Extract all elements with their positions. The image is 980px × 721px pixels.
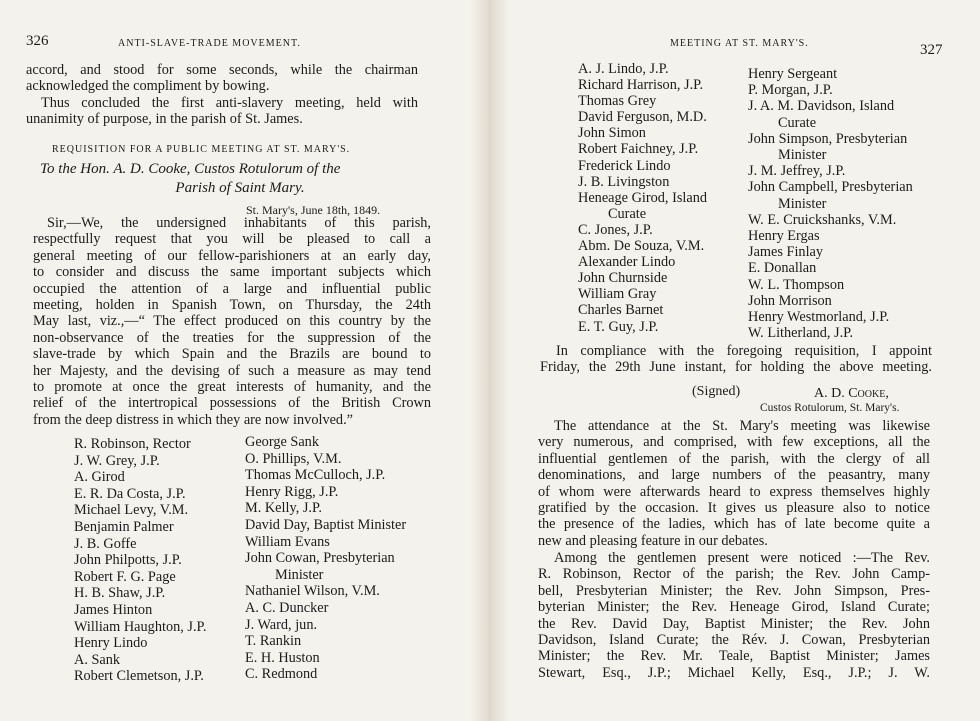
signatory: Abm. De Souza, V.M. (578, 238, 705, 255)
running-head-right: MEETING AT ST. MARY'S. (670, 38, 809, 49)
text-line: R. Robinson, Rector of the parish; the Rev. John Camp- (538, 566, 930, 583)
text-line: the Rev. David Day, Baptist Minister; the Rev. John (538, 615, 930, 632)
text-line: unanimity of purpose, in the parish of St. James. (26, 111, 303, 128)
requisition-body (33, 215, 431, 428)
signatory: William Gray (578, 286, 657, 303)
signatory: Curate (778, 114, 817, 131)
signatories-column-3 (578, 61, 707, 335)
signatory: J. B. Livingston (578, 173, 670, 190)
signatory: Minister (778, 147, 827, 164)
text-line: byterian Minister; the Rev. Heneage Girod, Island Curate; (538, 599, 930, 616)
signatory: E. Donallan (748, 260, 817, 277)
text-line: Minister; the Rev. Mr. Teale, Baptist Minister; James (538, 648, 930, 665)
text-line: very numerous, and comprised, with few exceptions, all the (538, 434, 930, 451)
book-gutter (470, 0, 510, 721)
address-line: Parish of Saint Mary. (175, 180, 305, 196)
signatory: T. Rankin (245, 633, 302, 650)
signatory: Henry Sergeant (748, 66, 838, 82)
text-line: non-observance of the treaties for the suppression of the (33, 329, 431, 346)
signatory: George Sank (245, 434, 319, 450)
signatory: Henry Lindo (74, 635, 148, 652)
signatory: O. Phillips, V.M. (245, 450, 342, 467)
signatory: John Churnside (578, 270, 668, 287)
signatory: Curate (608, 205, 647, 222)
signatory: John Simon (578, 125, 646, 142)
text-line: Among the gentlemen present were noticed :—The Rev. (554, 550, 930, 566)
signatory: J. Ward, jun. (245, 616, 318, 633)
signatory: Heneage Girod, Island (578, 189, 708, 206)
text-line: accord, and stood for some seconds, while the chairman (26, 62, 418, 78)
text-line: denominations, and large numbers of the peasantry, many (538, 467, 930, 484)
signatory: John Cowan, Presbyterian (245, 550, 395, 567)
signatory: Minister (275, 566, 324, 583)
signatory: John Morrison (748, 292, 832, 309)
text-line: to consider and discuss the same important subjects which (33, 264, 431, 281)
signatory: E. R. Da Costa, J.P. (74, 485, 186, 502)
signatory: David Ferguson, M.D. (578, 109, 707, 126)
text-line: In compliance with the foregoing requisition, I appoint (556, 343, 932, 359)
signatory: Charles Barnet (578, 302, 664, 319)
signatory: A. J. Lindo, J.P. (578, 61, 669, 77)
concluded-paragraph (26, 95, 418, 128)
text-line: respectfully request that you will be pleased to call a (33, 231, 431, 248)
signatory: P. Morgan, J.P. (748, 82, 833, 99)
signatory: James Finlay (748, 244, 824, 261)
text-line: influential gentlemen of the parish, with the clergy of all (538, 450, 930, 467)
signatories-column-1 (74, 436, 206, 685)
signed-label: (Signed) (692, 384, 741, 399)
signatory: Robert F. G. Page (74, 568, 176, 585)
signatory: Alexander Lindo (578, 254, 676, 271)
text-line: meeting, holden in Spanish Town, on Thursday, the 24th (33, 297, 431, 314)
text-line: occupied the attention of a large and influential public (33, 280, 431, 297)
signatory: E. H. Huston (245, 649, 320, 666)
page-number-left: 326 (26, 33, 49, 49)
signatory: W. E. Cruickshanks, V.M. (748, 211, 897, 228)
signatory: James Hinton (74, 601, 153, 618)
signer-name: A. D. Cooke, (814, 386, 889, 401)
signatory: W. L. Thompson (748, 276, 845, 293)
text-line: new and pleasing feature in our debates. (538, 532, 768, 549)
right-page (510, 0, 980, 721)
signatory: Frederick Lindo (578, 157, 671, 174)
signatory: Robert Faichney, J.P. (578, 141, 699, 158)
signatory: Thomas Grey (578, 93, 657, 110)
signatories-column-2 (245, 434, 406, 683)
signatory: J. M. Jeffrey, J.P. (748, 163, 846, 180)
signatory: Thomas McCulloch, J.P. (245, 467, 386, 484)
text-line: of whom were afterwards heard to express themselves highly (538, 483, 930, 500)
signatory: M. Kelly, J.P. (245, 500, 322, 517)
signatory: John Simpson, Presbyterian (748, 130, 908, 147)
running-head-left: ANTI-SLAVE-TRADE MOVEMENT. (118, 38, 301, 49)
requisition-heading: REQUISITION FOR A PUBLIC MEETING AT ST. MARY'S. (52, 144, 351, 155)
signatory: R. Robinson, Rector (74, 436, 191, 452)
signatory: A. C. Duncker (245, 599, 329, 616)
text-line: Friday, the 29th June instant, for holding the above meeting. (540, 359, 932, 376)
signatory: J. A. M. Davidson, Island (748, 98, 895, 115)
signatory: J. B. Goffe (74, 535, 137, 552)
signatory: Benjamin Palmer (74, 518, 174, 535)
text-line: bell, Presbyterian Minister; the Rev. John Simpson, Pres- (538, 582, 930, 599)
signatory: A. Sank (74, 651, 121, 668)
compliance-paragraph (540, 343, 932, 376)
text-line: from the deep distress in which they are now involved.” (33, 411, 354, 428)
left-page (0, 0, 470, 721)
text-line: Stewart, Esq., J.P.; Michael Kelly, Esq., J.P.; J. W. (538, 664, 930, 681)
text-line: Sir,—We, the undersigned inhabitants of this parish, (47, 215, 431, 231)
signatory: David Day, Baptist Minister (245, 516, 407, 533)
signatory: C. Redmond (245, 666, 318, 683)
signatory: Henry Rigg, J.P. (245, 483, 339, 500)
signatory: C. Jones, J.P. (578, 221, 653, 238)
text-line: Davidson, Island Curate; the Rév. J. Cowan, Presbyterian (538, 632, 930, 649)
text-line: general meeting of our fellow-parishioners at an early day, (33, 247, 431, 264)
signatory: Henry Westmorland, J.P. (748, 309, 890, 326)
signatories-column-4 (748, 66, 913, 341)
signatory: H. B. Shaw, J.P. (74, 585, 166, 602)
address-line: To the Hon. A. D. Cooke, Custos Rotulorum of the (40, 161, 341, 177)
text-line: The attendance at the St. Mary's meeting was likewise (554, 418, 930, 434)
text-line: her Majesty, and the devising of such a measure as may tend (33, 362, 431, 379)
signatory: Richard Harrison, J.P. (578, 77, 704, 94)
text-line: to promote at once the great interests of humanity, and the (33, 379, 431, 396)
text-line: gratified by the occasion. It gives us pleasure also to notice (538, 500, 930, 517)
text-line: acknowledged the compliment by bowing. (26, 78, 270, 95)
signatory: William Haughton, J.P. (74, 618, 207, 635)
opening-paragraph (26, 62, 418, 95)
signatory: Robert Clemetson, J.P. (74, 668, 204, 685)
signatory: John Philpotts, J.P. (74, 552, 182, 569)
signatory: Henry Ergas (748, 228, 820, 245)
text-line: relief of the intertropical possessions of the British Crown (33, 395, 431, 412)
text-line: slave-trade by which Spain and the Brazils are bound to (33, 346, 431, 363)
signatory: Michael Levy, V.M. (74, 502, 189, 519)
attendance-paragraph (538, 418, 930, 549)
signatory: E. T. Guy, J.P. (578, 318, 659, 335)
among-paragraph (538, 550, 930, 681)
signatory: John Campbell, Presbyterian (748, 179, 913, 196)
text-line: Thus concluded the first anti-slavery meeting, held with (41, 95, 418, 111)
signatory: Minister (778, 195, 827, 212)
requisition-date: St. Mary's, June 18th, 1849. (246, 203, 381, 217)
signatory: Nathaniel Wilson, V.M. (245, 583, 380, 600)
signatory: William Evans (245, 533, 330, 550)
signatory: A. Girod (74, 469, 125, 486)
page-number-right: 327 (920, 42, 943, 58)
signer-title: Custos Rotulorum, St. Mary's. (760, 402, 900, 414)
requisition-address (40, 160, 420, 198)
signatory: J. W. Grey, J.P. (74, 452, 160, 469)
text-line: the presence of the ladies, which has of late become quite a (538, 516, 930, 533)
text-line: May last, viz.,—“ The effect produced on this country by the (33, 313, 431, 330)
signatory: W. Litherland, J.P. (748, 325, 854, 342)
